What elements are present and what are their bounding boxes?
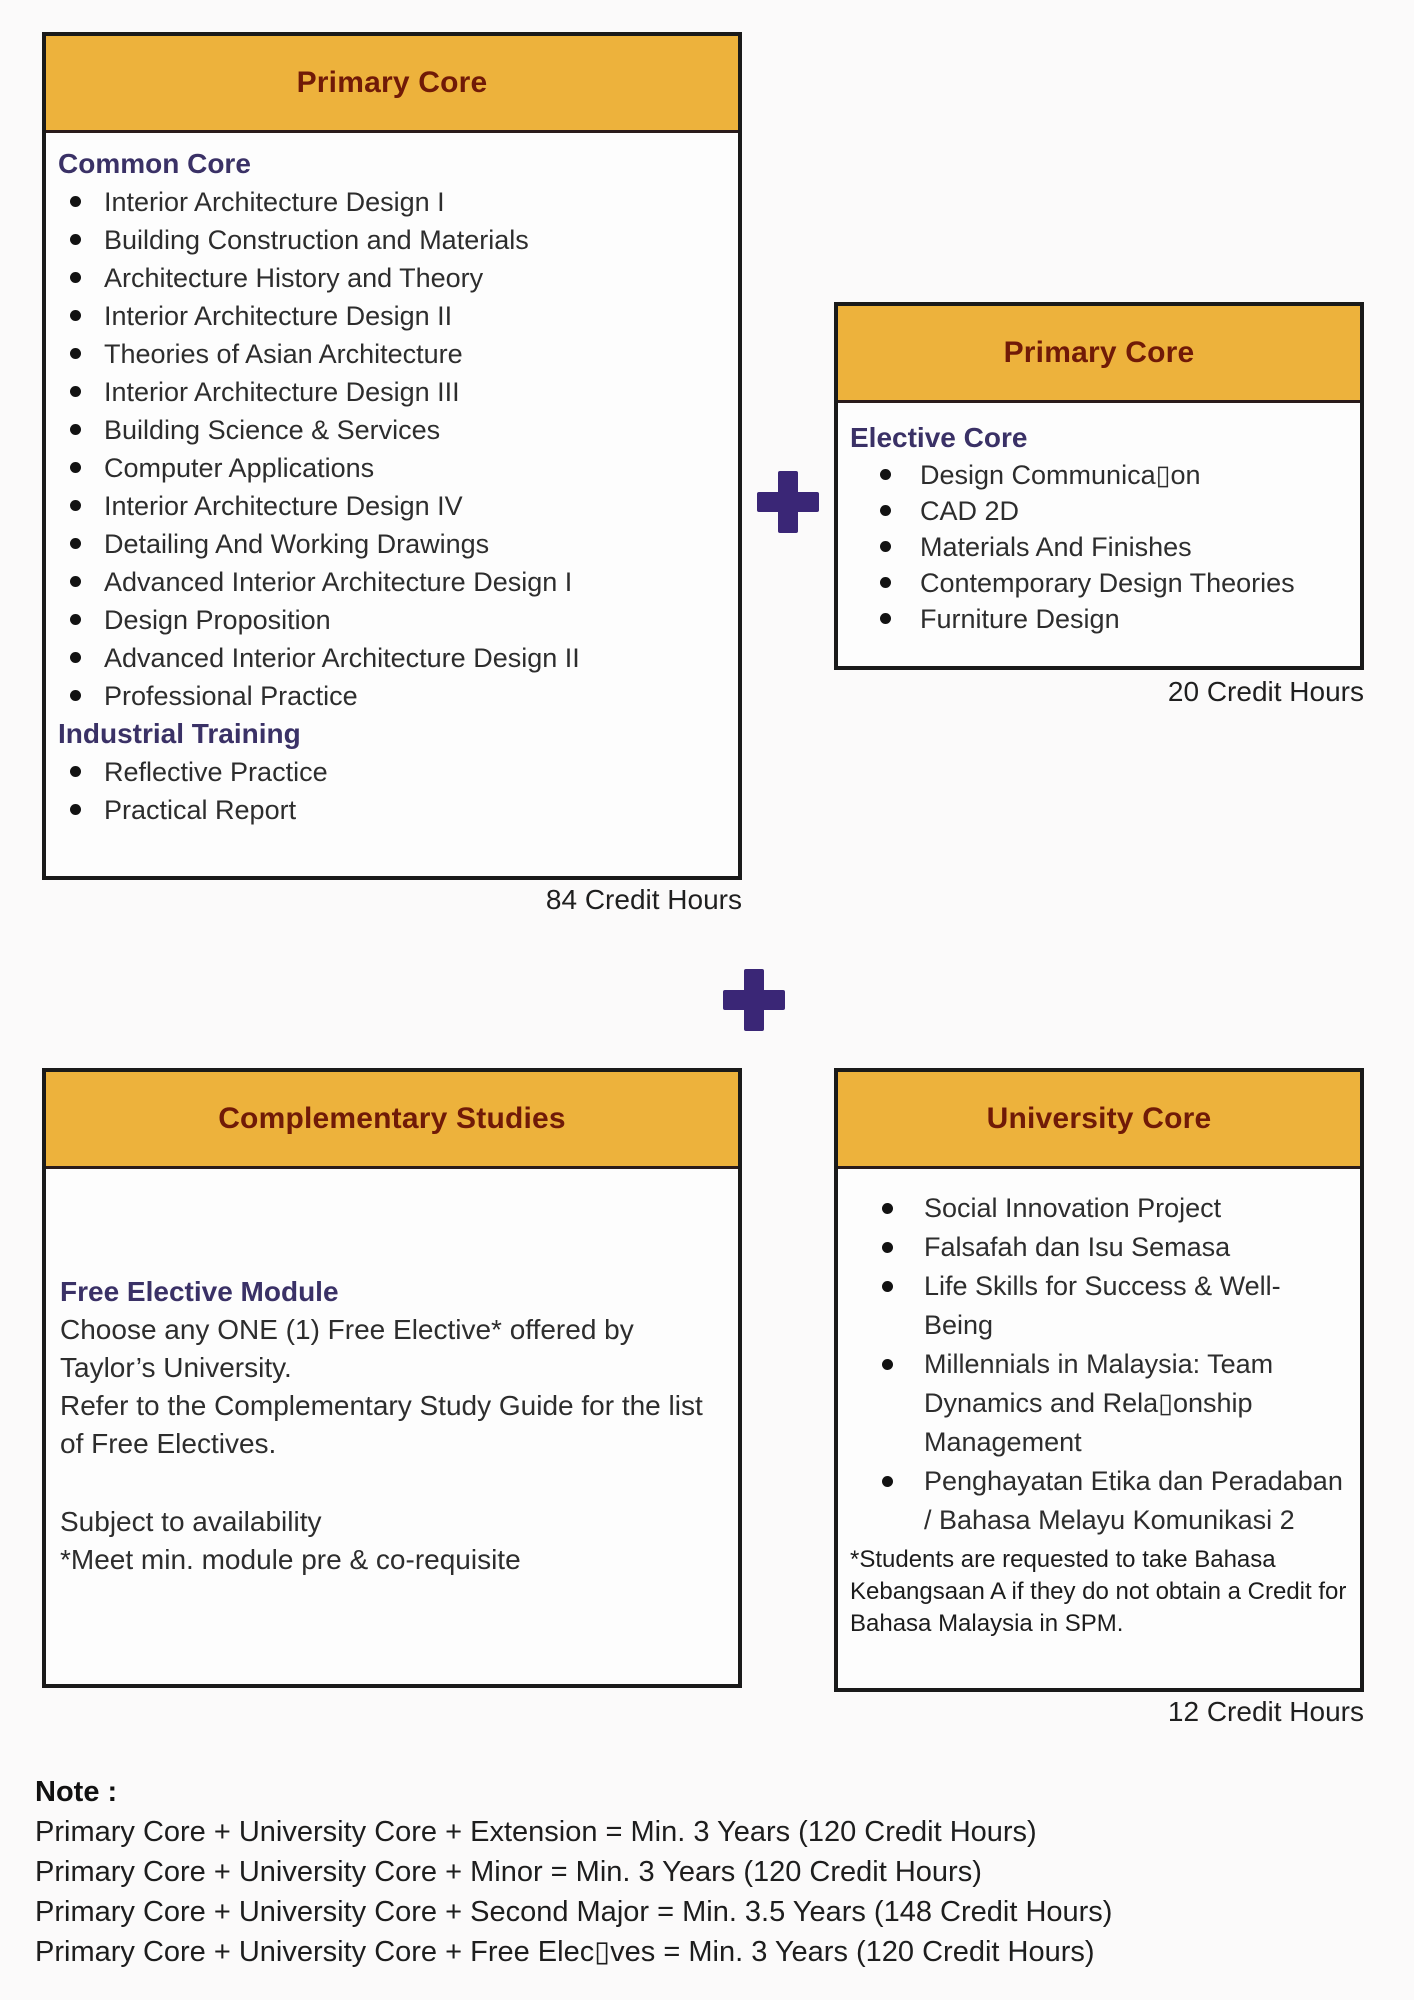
university-core-footnote: *Students are requested to take Bahasa Kebangsaan A if they do not obtain a Credit for Bahasa Malaysia in SPM. xyxy=(850,1546,1347,1637)
industrial-training-heading: Industrial Training xyxy=(58,718,301,749)
list-item: Building Construction and Materials xyxy=(58,221,724,259)
list-item: Advanced Interior Architecture Design I xyxy=(58,563,724,601)
free-elective-module-heading: Free Elective Module xyxy=(60,1276,339,1307)
list-item: Advanced Interior Architecture Design II xyxy=(58,639,724,677)
box-title: Primary Core xyxy=(1003,336,1195,369)
note-line: Primary Core + University Core + Free Elec▯ves = Min. 3 Years (120 Credit Hours) xyxy=(35,1936,1095,1968)
complementary-studies-header xyxy=(46,1072,738,1169)
list-item: Architecture History and Theory xyxy=(58,259,724,297)
plus-icon xyxy=(757,471,819,533)
complementary-text-line: Subject to availability xyxy=(60,1506,322,1537)
list-item: Falsafah dan Isu Semasa xyxy=(850,1228,1348,1267)
list-item: Theories of Asian Architecture xyxy=(58,335,724,373)
note-block xyxy=(35,1772,1395,1972)
primary-core-elective-body xyxy=(838,403,1360,637)
list-item: Interior Architecture Design IV xyxy=(58,487,724,525)
list-item: Materials And Finishes xyxy=(850,529,1346,565)
university-core-body xyxy=(838,1169,1360,1640)
credit-hours-label-20: 20 Credit Hours xyxy=(1167,676,1364,707)
credit-hours-label-12: 12 Credit Hours xyxy=(1167,1696,1364,1727)
common-core-heading: Common Core xyxy=(58,148,251,179)
box-title: Complementary Studies xyxy=(218,1102,566,1135)
list-item: CAD 2D xyxy=(850,493,1346,529)
elective-core-heading: Elective Core xyxy=(850,422,1028,453)
university-core-list xyxy=(850,1189,1348,1540)
note-label: Note : xyxy=(35,1776,118,1808)
university-core-box xyxy=(834,1068,1364,1692)
note-line: Primary Core + University Core + Minor = Min. 3 Years (120 Credit Hours) xyxy=(35,1856,982,1888)
list-item: Interior Architecture Design I xyxy=(58,183,724,221)
note-line: Primary Core + University Core + Second Major = Min. 3.5 Years (148 Credit Hours) xyxy=(35,1896,1113,1928)
note-line: Primary Core + University Core + Extension = Min. 3 Years (120 Credit Hours) xyxy=(35,1816,1037,1848)
complementary-studies-box xyxy=(42,1068,742,1688)
credit-hours-label-84: 84 Credit Hours xyxy=(545,884,742,915)
common-core-list xyxy=(58,183,724,715)
list-item: Life Skills for Success & Well-Being xyxy=(850,1267,1348,1345)
list-item: Detailing And Working Drawings xyxy=(58,525,724,563)
list-item: Design Proposition xyxy=(58,601,724,639)
box-title: Primary Core xyxy=(296,66,488,99)
list-item: Reflective Practice xyxy=(58,753,724,791)
plus-icon xyxy=(723,969,785,1031)
industrial-training-list xyxy=(58,753,724,829)
primary-core-elective-header xyxy=(838,306,1360,403)
list-item: Furniture Design xyxy=(850,601,1346,637)
list-item: Contemporary Design Theories xyxy=(850,565,1346,601)
primary-core-main-header xyxy=(46,36,738,133)
list-item: Computer Applications xyxy=(58,449,724,487)
elective-core-list xyxy=(850,457,1346,637)
complementary-text-line: *Meet min. module pre & co-requisite xyxy=(60,1544,521,1575)
spacer xyxy=(60,1463,724,1503)
university-core-header xyxy=(838,1072,1360,1169)
list-item: Professional Practice xyxy=(58,677,724,715)
list-item: Penghayatan Etika dan Peradaban / Bahasa Melayu Komunikasi 2 xyxy=(850,1462,1348,1540)
complementary-text-line: Refer to the Complementary Study Guide for the list of Free Electives. xyxy=(60,1390,703,1459)
list-item: Building Science & Services xyxy=(58,411,724,449)
list-item: Practical Report xyxy=(58,791,724,829)
list-item: Millennials in Malaysia: Team Dynamics and Rela▯onship Management xyxy=(850,1345,1348,1462)
box-title: University Core xyxy=(986,1102,1212,1135)
primary-core-main-body xyxy=(46,133,738,829)
primary-core-main-box xyxy=(42,32,742,880)
complementary-studies-body xyxy=(46,1169,738,1579)
list-item: Design Communica▯on xyxy=(850,457,1346,493)
primary-core-elective-box xyxy=(834,302,1364,670)
list-item: Interior Architecture Design II xyxy=(58,297,724,335)
list-item: Social Innovation Project xyxy=(850,1189,1348,1228)
complementary-text-line: Choose any ONE (1) Free Elective* offered by Taylor’s University. xyxy=(60,1314,634,1383)
list-item: Interior Architecture Design III xyxy=(58,373,724,411)
